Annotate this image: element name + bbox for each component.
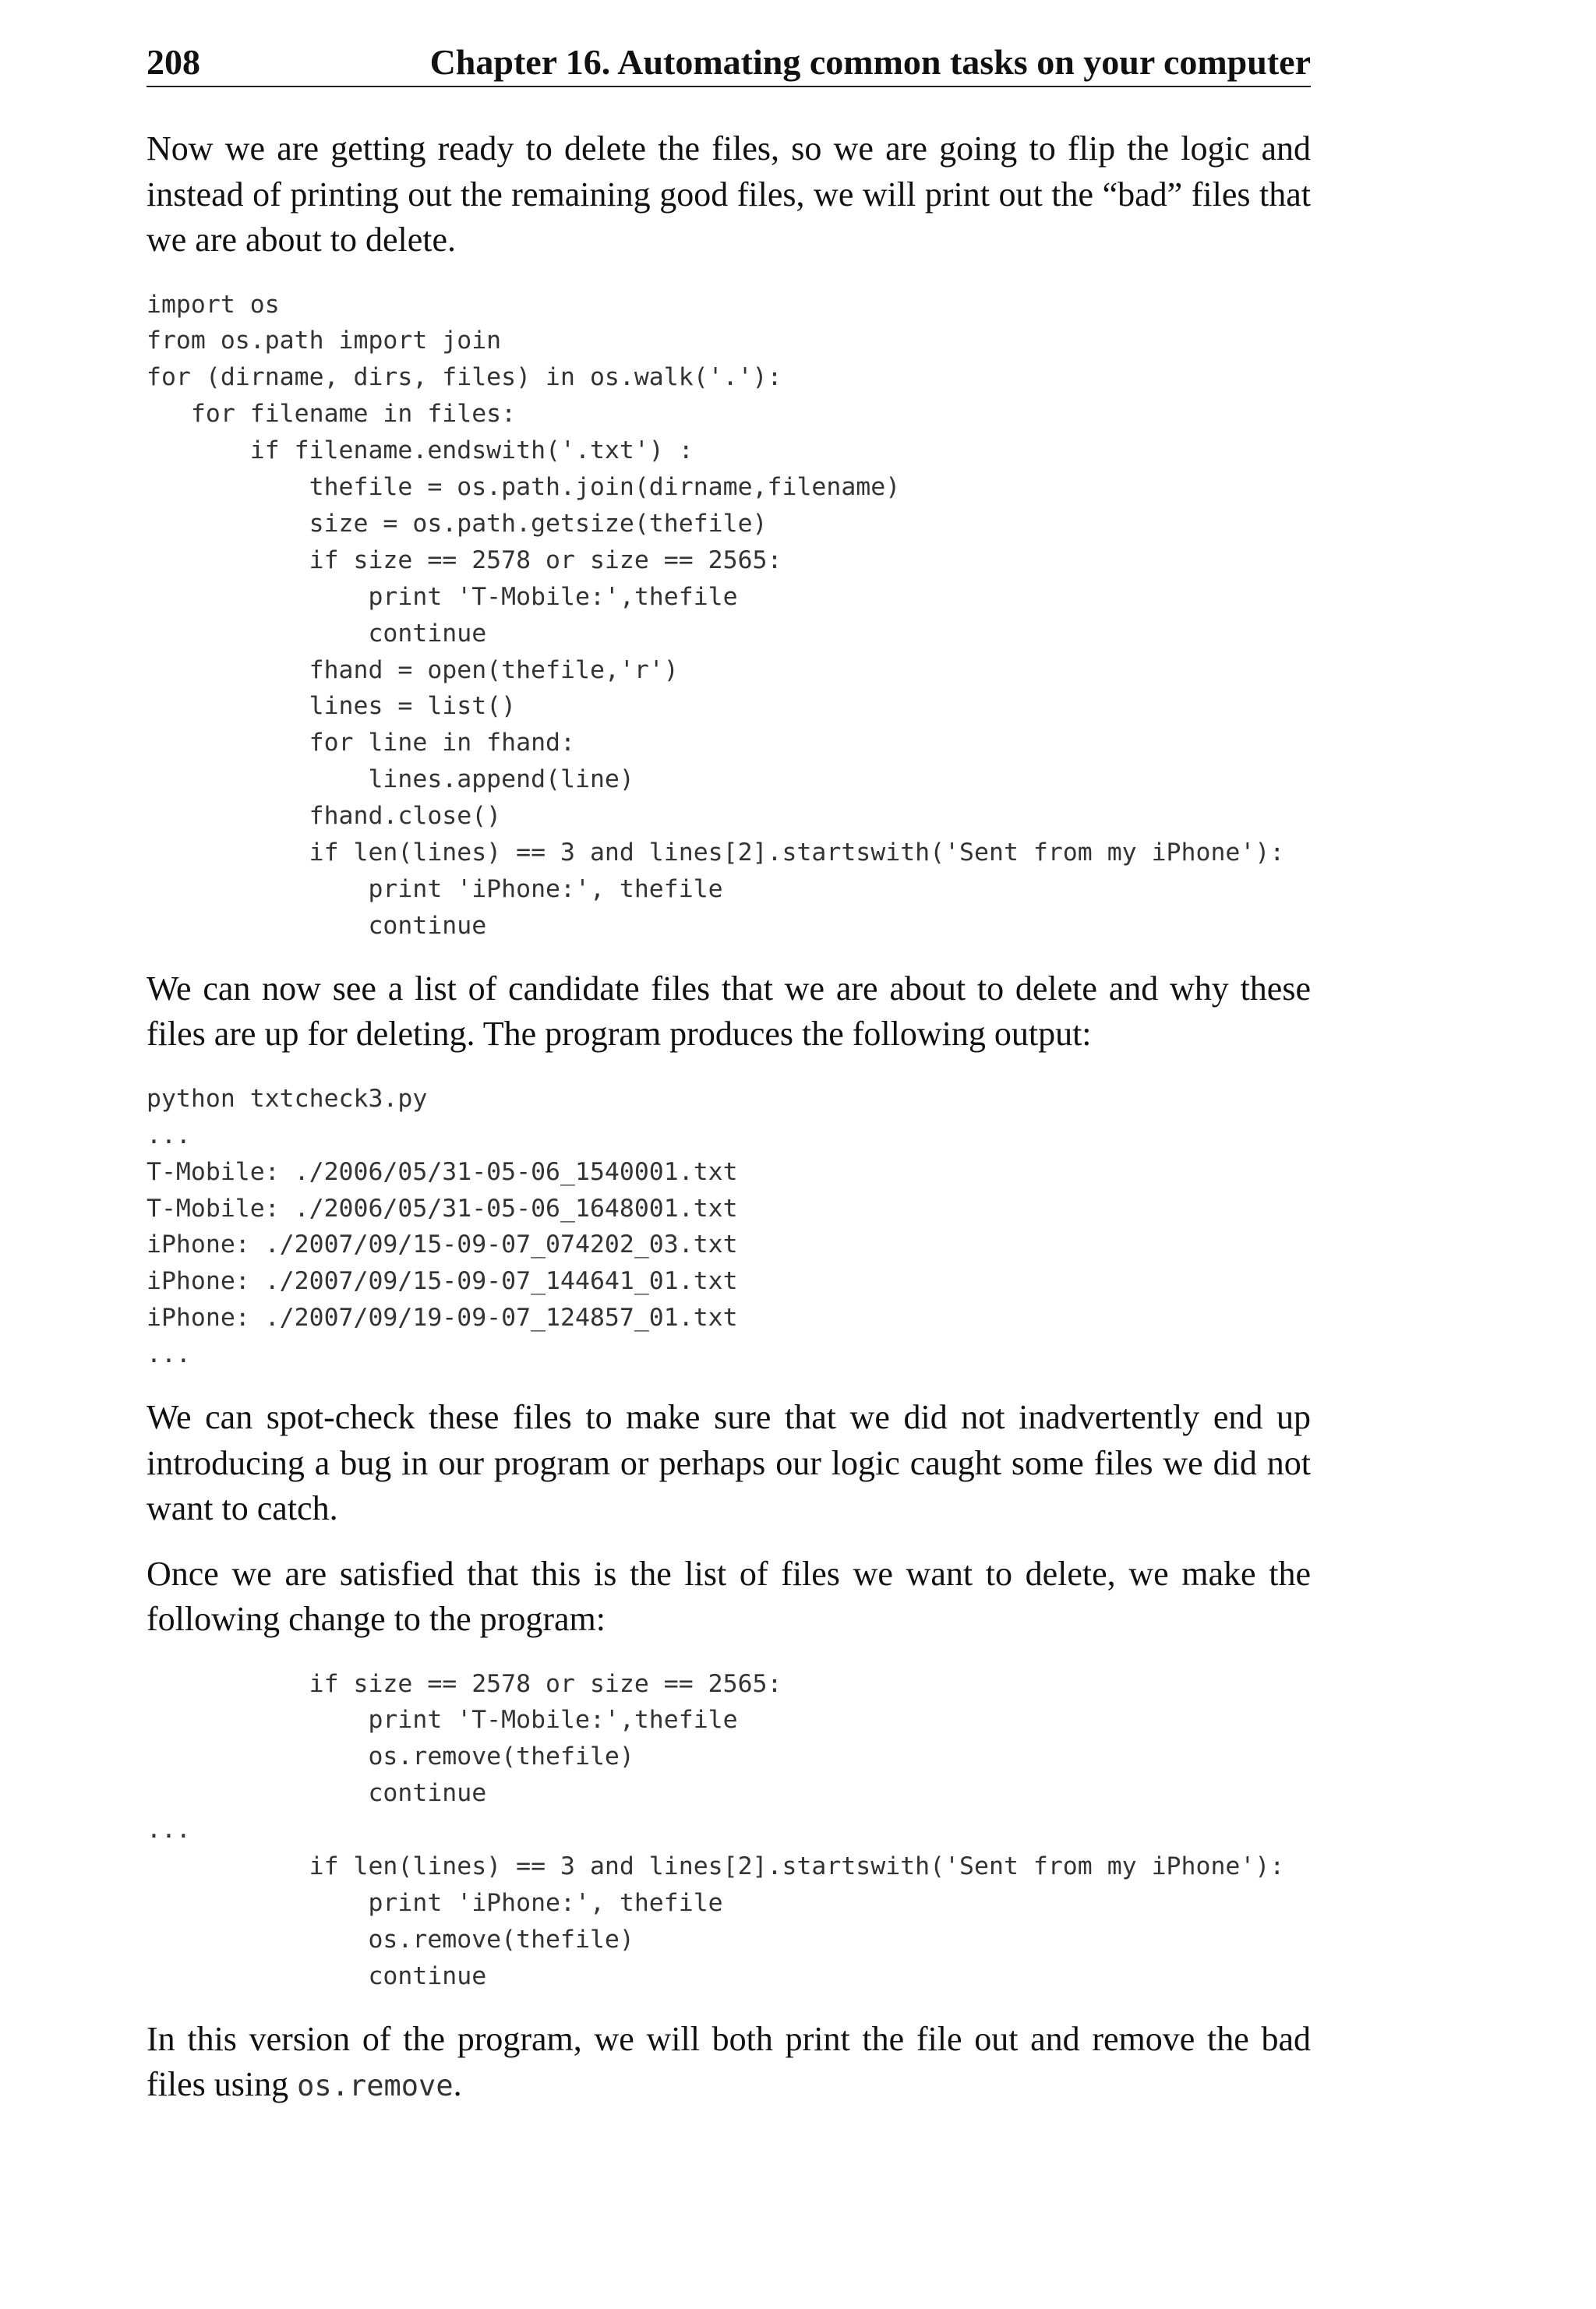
running-header bbox=[147, 41, 1311, 87]
conclusion-period: . bbox=[453, 2065, 462, 2104]
code-listing-check: import os from os.path import join for (dirname, dirs, files) in os.walk('.'): for filename in files: if filename.endswith('.txt') : thefile = os.path.join(dirname,filename) size = os.path.getsize(thefile) if size == 2578 or size == 2565: print 'T-Mobile:',thefile continue fhand = open(thefile,'r') lines = list() for line in fhand: lines.append(line) fhand.close() if len(lines) == 3 and lines[2].startswith('Sent from my iPhone'): print 'iPhone:', thefile continue bbox=[147, 290, 1285, 940]
code-listing-remove: if size == 2578 or size == 2565: print 'T-Mobile:',thefile os.remove(thefile) continue ... if len(lines) == 3 and lines[2].startswith('Sent from my iPhone'): print 'iPhone:', thefile os.remove(thefile) continue bbox=[147, 1669, 1285, 1990]
paragraph-conclusion bbox=[147, 2017, 1311, 2110]
conclusion-text: In this version of the program, we will both print the file out and remove the bad files using bbox=[147, 2019, 1311, 2104]
paragraph-change: Once we are satisfied that this is the list of files we want to delete, we make the following change to the program: bbox=[147, 1554, 1311, 1639]
page-number: 208 bbox=[147, 42, 200, 82]
paragraph-candidates: We can now see a list of candidate files that we are about to delete and why these files are up for deleting. The program produces the following output: bbox=[147, 969, 1311, 1054]
paragraph-spot-check: We can spot-check these files to make sure that we did not inadvertently end up introducing a bug in our program or perhaps our logic caught some files we did not want to catch. bbox=[147, 1398, 1311, 1528]
program-output: python txtcheck3.py ... T-Mobile: ./2006/05/31-05-06_1540001.txt T-Mobile: ./2006/05/31-05-06_1648001.txt iPhone: ./2007/09/15-09-07_074202_03.txt iPhone: ./2007/09/15-09-07_144641_01.txt iPhone: ./2007/09/19-09-07_124857_01.txt ... bbox=[147, 1084, 738, 1369]
book-page bbox=[147, 41, 1311, 2110]
paragraph-intro: Now we are getting ready to delete the files, so we are going to flip the logic and instead of printing out the remaining good files, we will print out the “bad” files that we are about to delete. bbox=[147, 129, 1311, 259]
chapter-title: Chapter 16. Automating common tasks on your computer bbox=[429, 42, 1311, 82]
inline-code-os-remove: os.remove bbox=[297, 2069, 454, 2103]
